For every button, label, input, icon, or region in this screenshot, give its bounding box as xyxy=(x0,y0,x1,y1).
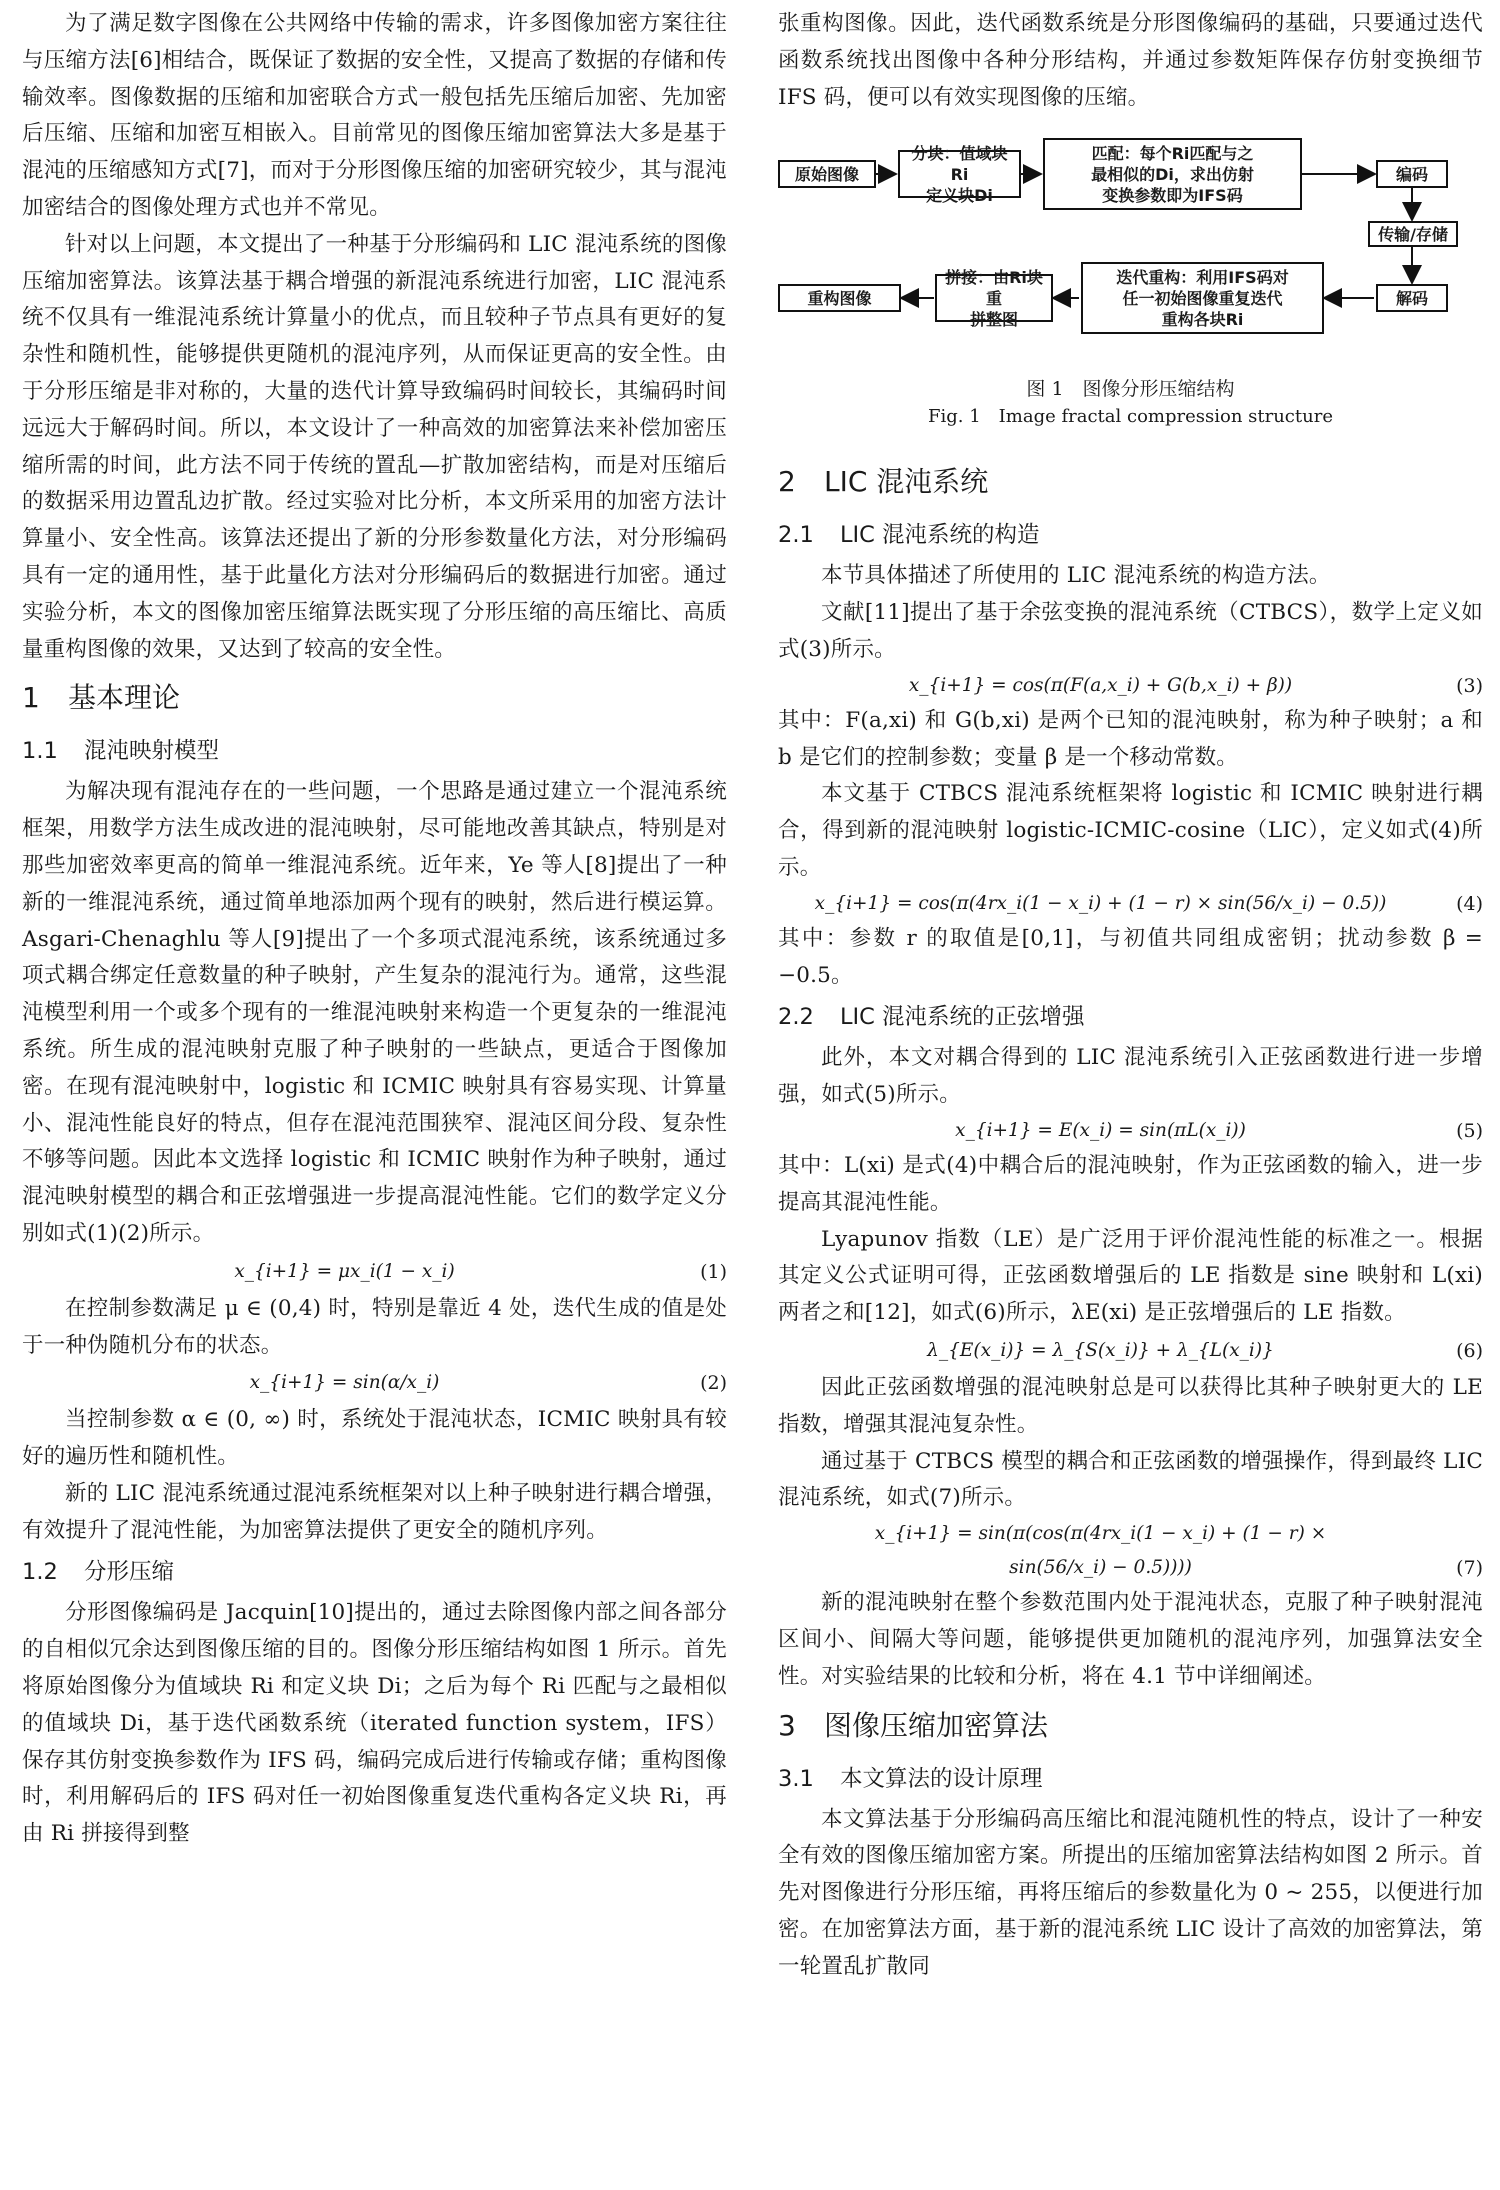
section-number: 3 xyxy=(778,1708,796,1742)
equation-body: x_{i+1} = sin(π(cos(π(4rx_i(1 − x_i) + (1 − r) × xyxy=(874,1523,1327,1545)
subsection-title: 混沌映射模型 xyxy=(84,738,220,765)
subsection-number: 2.2 xyxy=(778,1004,814,1031)
paragraph: 为了满足数字图像在公共网络中传输的需求，许多图像加密方案往往与压缩方法[6]相结合，既保证了数据的安全性，又提高了数据的存储和传输效率。图像数据的压缩和加密联合方式一般包括先压缩后加密、先加密后压缩、压缩和加密互相嵌入。目前常见的图像压缩加密算法大多是基于混沌的压缩感知方式[7]，而对于分形图像压缩的加密研究较少，其与混沌加密结合的图像处理方式也并不常见。 xyxy=(22,11,727,220)
section-title: 图像压缩加密算法 xyxy=(824,1708,1049,1742)
equation-4 xyxy=(778,887,1483,921)
equation-number: (5) xyxy=(1456,1119,1483,1142)
section-number: 1 xyxy=(22,681,40,715)
box-original-image: 原始图像 xyxy=(778,160,876,188)
subsection-heading-1-1 xyxy=(22,728,727,774)
subsection-heading-2-2 xyxy=(778,994,1483,1040)
left-column xyxy=(22,6,727,1853)
paragraph: 文献[11]提出了基于余弦变换的混沌系统（CTBCS），数学上定义如式(3)所示。 xyxy=(778,600,1483,662)
box-reconstructed-image: 重构图像 xyxy=(778,284,901,312)
paragraph: 本文算法基于分形编码高压缩比和混沌随机性的特点，设计了一种安全有效的图像压缩加密方案。所提出的压缩加密算法结构如图 2 所示。首先对图像进行分形压缩，再将压缩后的参数量化为 0 ~ 255，以便进行加密。在加密算法方面，基于新的混沌系统 LIC 设计了高效的加密算法，第一轮置乱扩散同 xyxy=(778,1806,1483,1979)
paragraph: 针对以上问题，本文提出了一种基于分形编码和 LIC 混沌系统的图像压缩加密算法。该算法基于耦合增强的新混沌系统进行加密，LIC 混沌系统不仅具有一维混沌系统计算量小的优点，而且较种子节点具有更好的复杂性和随机性，能够提供更随机的混沌序列，从而保证更高的安全性。由于分形压缩是非对称的，大量的迭代计算导致编码时间较长，其编码时间远远大于解码时间。所以，本文设计了一种高效的加密算法来补偿加密压缩所需的时间，此方法不同于传统的置乱—扩散加密结构，而是对压缩后的数据采用边置乱边扩散。经过实验对比分析，本文所采用的加密方法计算量小、安全性高。该算法还提出了新的分形参数量化方法，对分形编码具有一定的通用性，基于此量化方法对分形编码后的数据进行加密。通过实验分析，本文的图像加密压缩算法既实现了分形压缩的高压缩比、高质量重构图像的效果，又达到了较高的安全性。 xyxy=(22,231,727,662)
figure-1 xyxy=(778,116,1483,452)
box-partition: 分块：值域块Ri 定义块Di xyxy=(898,150,1021,198)
equation-number: (7) xyxy=(1456,1557,1483,1580)
subsection-title: 分形压缩 xyxy=(84,1559,175,1586)
equation-6 xyxy=(778,1332,1483,1370)
equation-2 xyxy=(22,1364,727,1402)
equation-number: (6) xyxy=(1456,1339,1483,1362)
subsection-title: LIC 混沌系统的正弦增强 xyxy=(840,1004,1085,1031)
equation-number: (2) xyxy=(700,1372,727,1395)
equation-body: x_{i+1} = cos(π(F(a,x_i) + G(b,x_i) + β)) xyxy=(908,674,1293,696)
equation-7-line-1 xyxy=(778,1517,1483,1551)
paragraph: 新的混沌映射在整个参数范围内处于混沌状态，克服了种子映射混沌区间小、间隔大等问题，能够提供更加随机的混沌序列，加强算法安全性。对实验结果的比较和分析，将在 4.1 节中详细阐述。 xyxy=(778,1590,1483,1689)
paragraph: 新的 LIC 混沌系统通过混沌系统框架对以上种子映射进行耦合增强，有效提升了混沌性能，为加密算法提供了更安全的随机序列。 xyxy=(22,1480,727,1543)
section-heading-2 xyxy=(778,452,1483,512)
subsection-heading-1-2 xyxy=(22,1549,727,1595)
equation-3 xyxy=(778,669,1483,703)
subsection-heading-3-1 xyxy=(778,1756,1483,1802)
paragraph: 本节具体描述了所使用的 LIC 混沌系统的构造方法。 xyxy=(821,563,1331,589)
subsection-number: 3.1 xyxy=(778,1765,814,1792)
paragraph: 张重构图像。因此，迭代函数系统是分形图像编码的基础，只要通过迭代函数系统找出图像中各种分形结构，并通过参数矩阵保存仿射变换细节 IFS 码，便可以有效实现图像的压缩。 xyxy=(778,11,1483,110)
paragraph: 通过基于 CTBCS 模型的耦合和正弦函数的增强操作，得到最终 LIC 混沌系统，如式(7)所示。 xyxy=(778,1448,1483,1511)
paragraph: 此外，本文对耦合得到的 LIC 混沌系统引入正弦函数进行进一步增强，如式(5)所示。 xyxy=(778,1045,1483,1108)
equation-body: λ_{E(x_i)} = λ_{S(x_i)} + λ_{L(x_i)} xyxy=(927,1339,1274,1361)
paragraph: 当控制参数 α ∈ (0, ∞) 时，系统处于混沌状态，ICMIC 映射具有较好的遍历性和随机性。 xyxy=(22,1407,727,1470)
equation-7-line-2 xyxy=(778,1551,1483,1585)
paragraph: 在控制参数满足 μ ∈ (0,4) 时，特别是靠近 4 处，迭代生成的值是处于一种伪随机分布的状态。 xyxy=(22,1295,727,1358)
section-title: 基本理论 xyxy=(68,681,181,715)
section-heading-1 xyxy=(22,668,727,728)
subsection-number: 2.1 xyxy=(778,522,814,549)
paragraph: 为解决现有混沌存在的一些问题，一个思路是通过建立一个混沌系统框架，用数学方法生成改进的混沌映射，尽可能地改善其缺点，特别是对那些加密效率更高的简单一维混沌系统。近年来，Ye 等人[8]提出了一种新的一维混沌系统，通过简单地添加两个现有的映射，然后进行模运算。Asgari-Chenaghlu 等人[9]提出了一个多项式混沌系统，该系统通过多项式耦合绑定任意数量的种子映射，产生复杂的混沌行为。通常，这些混沌模型利用一个或多个现有的一维混沌映射来构造一个更复杂的一维混沌系统。所生成的混沌映射克服了种子映射的一些缺点，更适合于图像加密。在现有混沌映射中，logistic 和 ICMIC 映射具有容易实现、计算量小、混沌性能良好的特点，但存在混沌范围狭窄、混沌区间分段、复杂性不够等问题。因此本文选择 logistic 和 ICMIC 映射作为种子映射，通过混沌映射模型的耦合和正弦增强进一步提高混沌性能。它们的数学定义分别如式(1)(2)所示。 xyxy=(22,779,727,1246)
subsection-title: 本文算法的设计原理 xyxy=(840,1765,1043,1792)
equation-body: sin(56/x_i) − 0.5)))) xyxy=(1009,1557,1192,1579)
paragraph: 本文基于 CTBCS 混沌系统框架将 logistic 和 ICMIC 映射进行耦合，得到新的混沌映射 logistic-ICMIC-cosine（LIC），定义如式(4)所示。 xyxy=(778,781,1483,880)
paragraph: 其中：参数 r 的取值是[0,1]，与初值共同组成密钥；扰动参数 β = −0.5。 xyxy=(778,925,1483,988)
equation-body: x_{i+1} = cos(π(4rx_i(1 − x_i) + (1 − r) × sin(56/x_i) − 0.5)) xyxy=(814,892,1387,914)
subsection-number: 1.2 xyxy=(22,1559,58,1586)
figure-caption-en: Fig. 1 Image fractal compression structure xyxy=(928,406,1333,428)
box-match: 匹配：每个Ri匹配与之 最相似的Di，求出仿射 变换参数即为IFS码 xyxy=(1043,138,1302,210)
equation-body: x_{i+1} = μx_i(1 − x_i) xyxy=(234,1260,455,1282)
section-number: 2 xyxy=(778,465,796,499)
subsection-title: LIC 混沌系统的构造 xyxy=(840,522,1040,549)
box-stitch: 拼接：由Ri块重 拼整图 xyxy=(935,274,1053,322)
box-iterative-reconstruction: 迭代重构：利用IFS码对 任一初始图像重复迭代 重构各块Ri xyxy=(1081,262,1324,334)
equation-number: (3) xyxy=(1456,674,1483,697)
equation-body: x_{i+1} = E(x_i) = sin(πL(x_i)) xyxy=(955,1119,1246,1141)
paragraph: Lyapunov 指数（LE）是广泛用于评价混沌性能的标准之一。根据其定义公式证明可得，正弦函数增强后的 LE 指数是 sine 映射和 L(xi) 两者之和[12]，如式(6)所示，λE(xi) 是正弦增强后的 LE 指数。 xyxy=(778,1226,1483,1326)
box-decode: 解码 xyxy=(1376,284,1448,312)
section-title: LIC 混沌系统 xyxy=(824,465,989,499)
equation-body: x_{i+1} = sin(α/x_i) xyxy=(249,1372,440,1394)
equation-5 xyxy=(778,1114,1483,1148)
paragraph: 分形图像编码是 Jacquin[10]提出的，通过去除图像内部之间各部分的自相似冗余达到图像压缩的目的。图像分形压缩结构如图 1 所示。首先将原始图像分为值域块 Ri 和定义块 Di；之后为每个 Ri 匹配与之最相似的值域块 Di，基于迭代函数系统（iterated function system，IFS）保存其仿射变换参数作为 IFS 码，编码完成后进行传输或存储；重构图像时，利用解码后的 IFS 码对任一初始图像重复迭代重构各定义块 Ri，再由 Ri 拼接得到整 xyxy=(22,1600,727,1847)
box-transmit-store: 传输/存储 xyxy=(1368,221,1458,247)
figure-caption-cn: 图 1 图像分形压缩结构 xyxy=(1026,378,1235,401)
subsection-heading-2-1 xyxy=(778,512,1483,558)
section-heading-3 xyxy=(778,1696,1483,1756)
right-column xyxy=(778,6,1483,1986)
equation-number: (1) xyxy=(700,1260,727,1283)
paragraph: 其中：F(a,xi) 和 G(b,xi) 是两个已知的混沌映射，称为种子映射；a 和 b 是它们的控制参数；变量 β 是一个移动常数。 xyxy=(778,707,1483,770)
box-encode: 编码 xyxy=(1376,160,1448,188)
paragraph: 其中：L(xi) 是式(4)中耦合后的混沌映射，作为正弦函数的输入，进一步提高其混沌性能。 xyxy=(778,1152,1483,1215)
subsection-number: 1.1 xyxy=(22,738,58,765)
paragraph: 因此正弦函数增强的混沌映射总是可以获得比其种子映射更大的 LE 指数，增强其混沌复杂性。 xyxy=(778,1374,1483,1437)
equation-number: (4) xyxy=(1456,892,1483,915)
equation-1 xyxy=(22,1253,727,1291)
